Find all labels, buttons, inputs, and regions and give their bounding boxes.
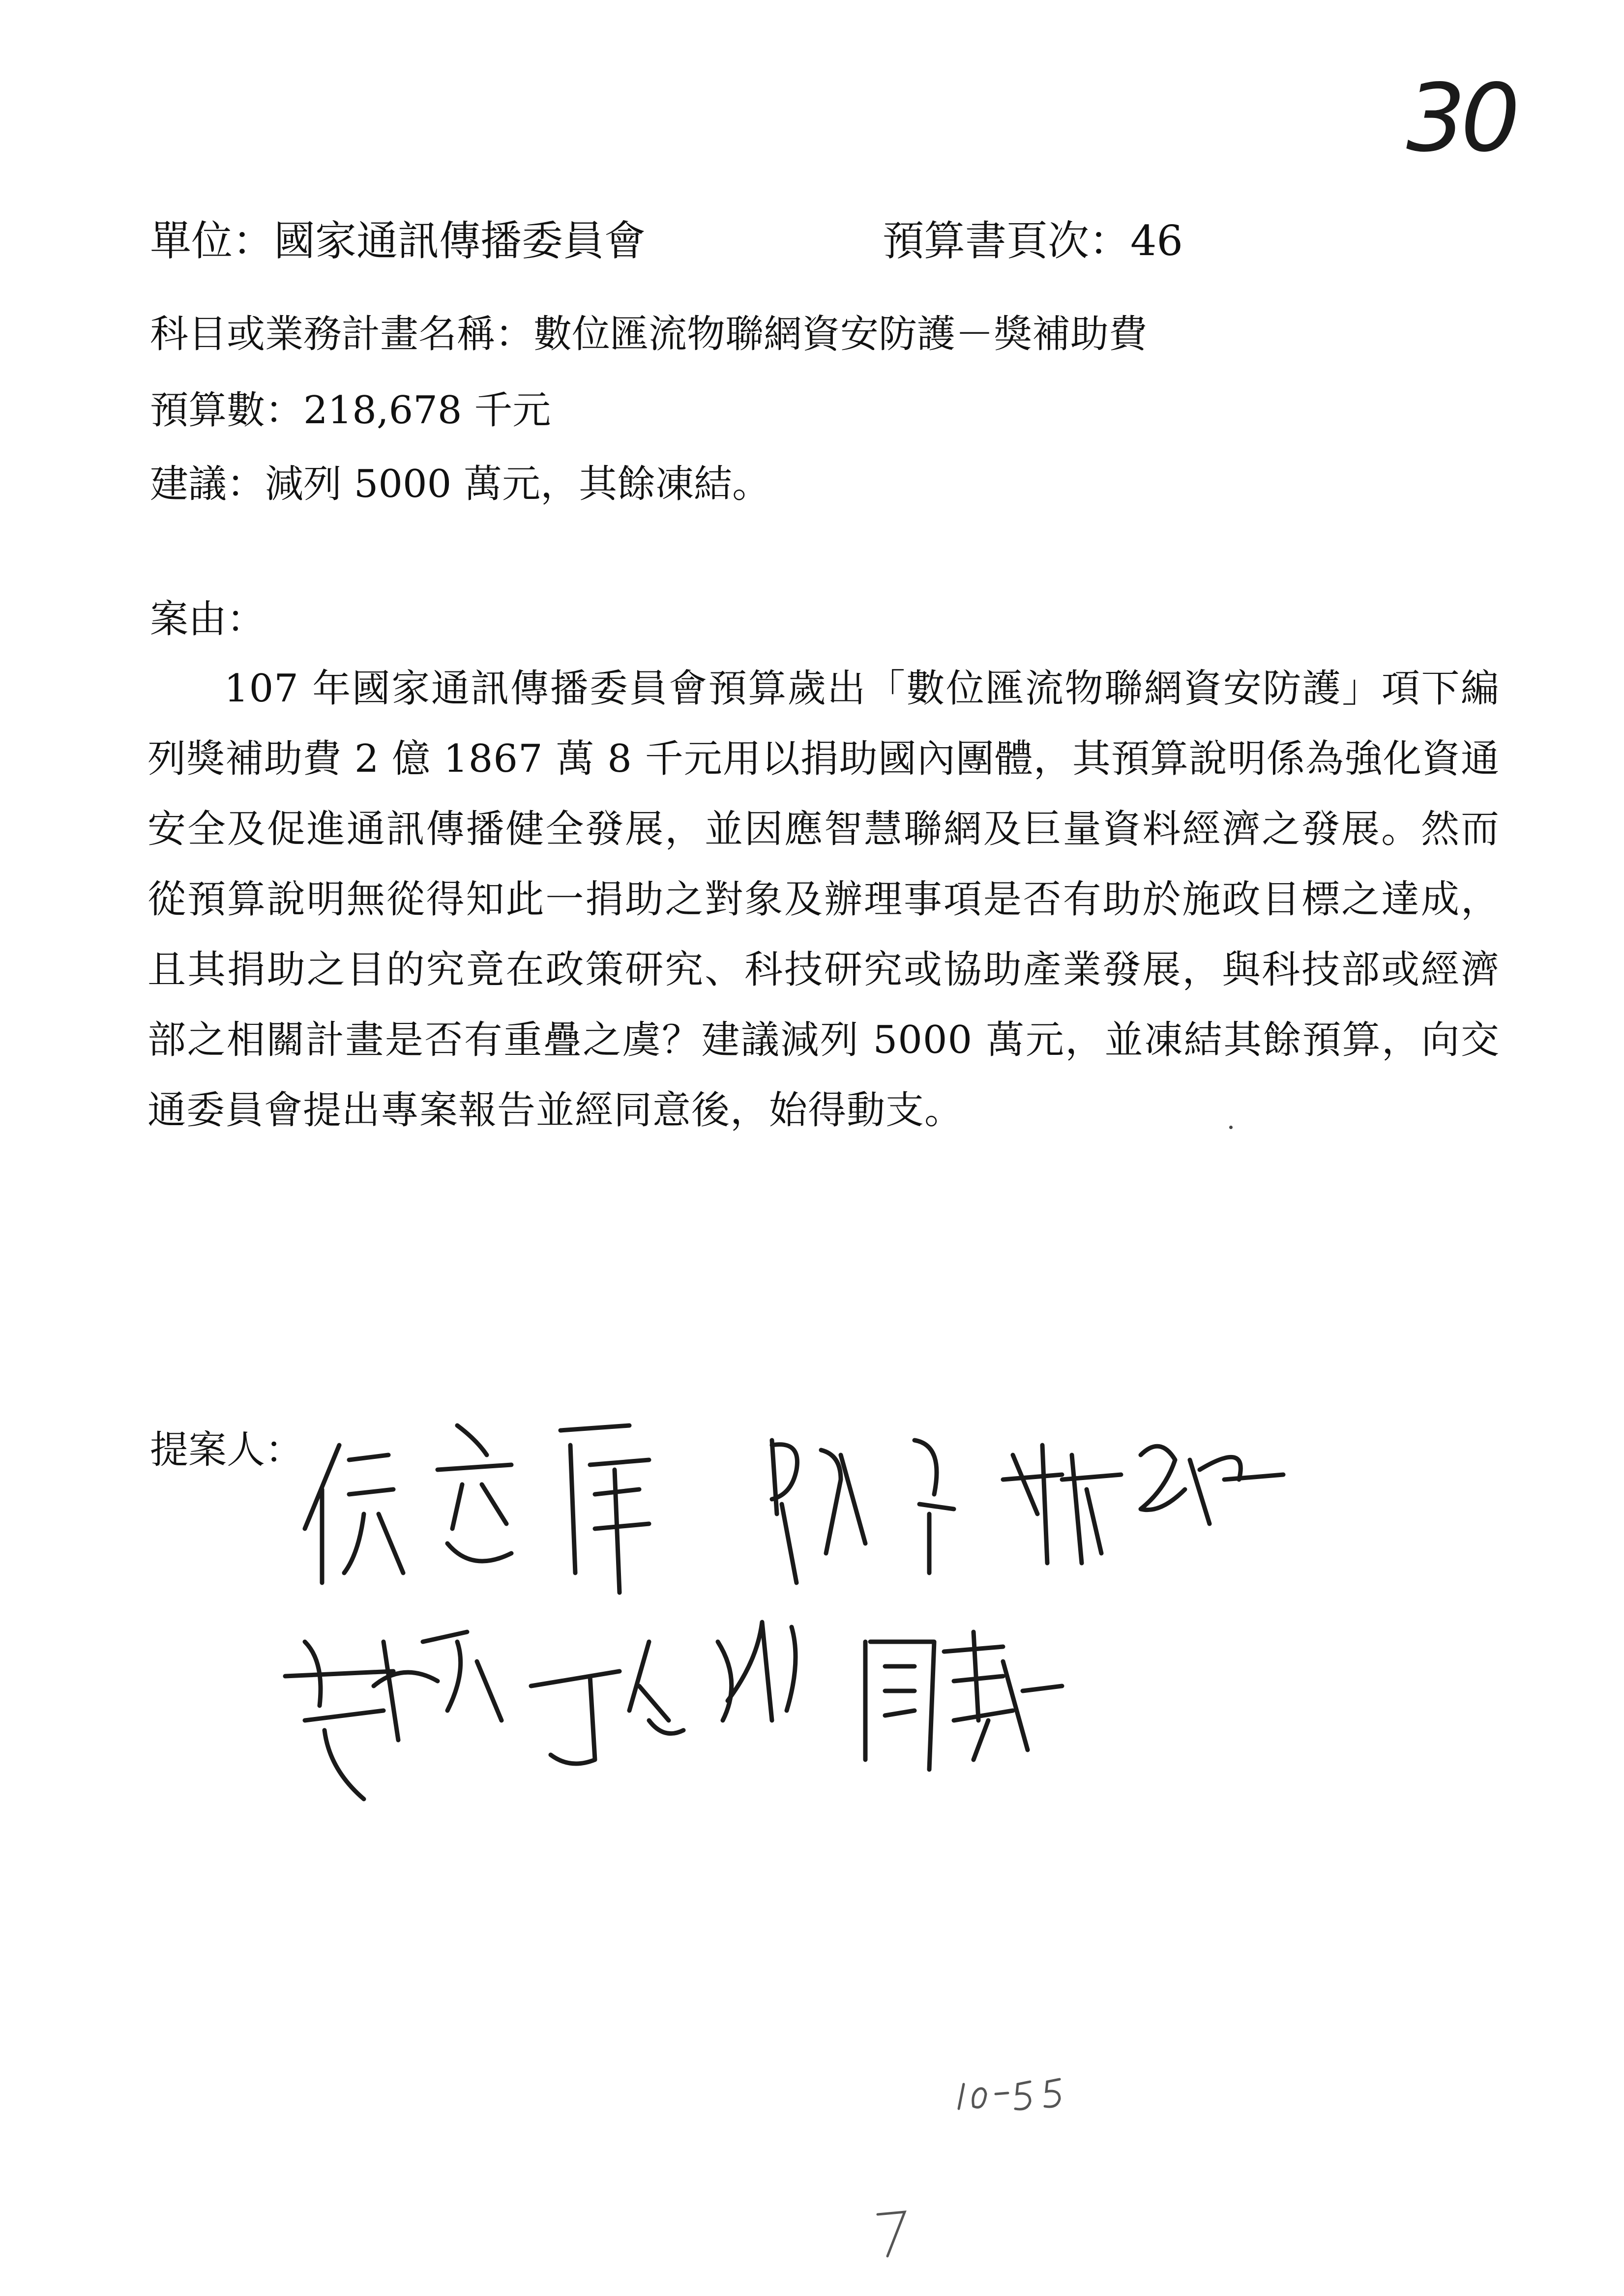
handwritten-page-number: 30 bbox=[1406, 64, 1515, 173]
budget-book-page-ref: 預算書頁次：46 bbox=[883, 217, 1183, 265]
handwritten-note-10555 bbox=[949, 2064, 1096, 2138]
reason-heading: 案由： bbox=[150, 597, 266, 641]
stray-dot bbox=[1229, 1126, 1233, 1129]
signatures-area bbox=[275, 1366, 1465, 1833]
signature-4 bbox=[285, 1632, 502, 1799]
signature-6 bbox=[865, 1632, 1062, 1770]
signature-3 bbox=[1003, 1445, 1283, 1563]
signature-1 bbox=[305, 1425, 511, 1583]
subject-line: 科目或業務計畫名稱：數位匯流物聯網資安防護－獎補助費 bbox=[150, 312, 1148, 356]
handwritten-note-7 bbox=[865, 2197, 924, 2271]
signature-5 bbox=[531, 1622, 796, 1764]
reason-body: 107 年國家通訊傳播委員會預算歲出「數位匯流物聯網資安防護」項下編列獎補助費 2 億 1867 萬 8 千元用以捐助國內團體，其預算說明係為強化資通安全及促進通訊傳播健全發展，並因應智慧聯網及巨量資料經濟之發展。然而從預算說明無從得知此一捐助之對象及辦理事項是否有助於施政目標之達成，且其捐助之目的究竟在政策研究、科技研究或協助產業發展，與科技部或經濟部之相關計畫是否有重疊之虞？建議減列 5000 萬元，並凍結其餘預算，向交通委員會提出專案報告並經同意後，始得動支。 bbox=[148, 667, 1500, 1133]
unit-line bbox=[150, 216, 646, 265]
budget-amount-line: 預算數：218,678 千元 bbox=[150, 388, 551, 433]
unit-label: 單位： bbox=[150, 217, 274, 265]
suggestion-line: 建議：減列 5000 萬元，其餘凍結。 bbox=[150, 462, 771, 506]
signature-2 bbox=[561, 1425, 954, 1593]
unit-value: 國家通訊傳播委員會 bbox=[274, 217, 646, 265]
proposers-label: 提案人： bbox=[150, 1428, 304, 1472]
